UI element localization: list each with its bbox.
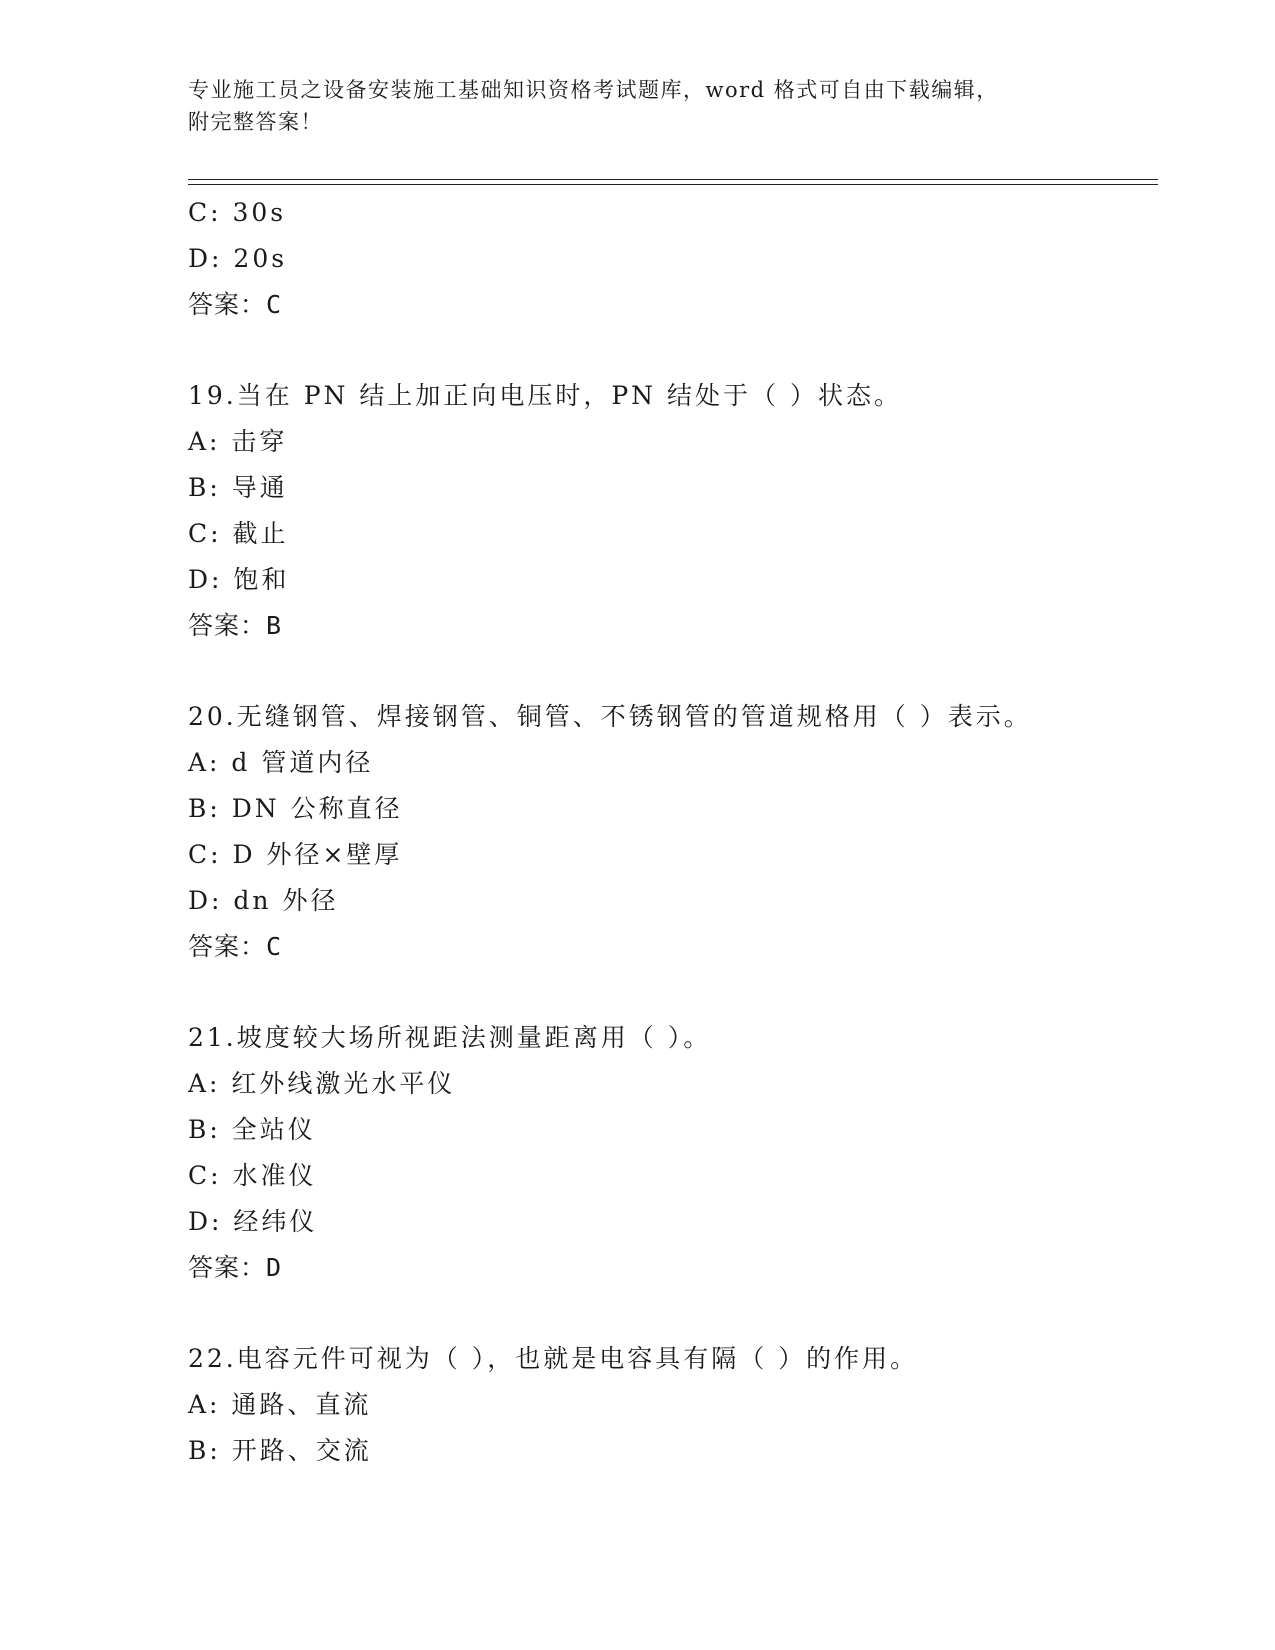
option-d: D: 饱和 [188, 565, 290, 594]
spacer [188, 649, 1168, 694]
spacer [188, 970, 1168, 1015]
question-stem: 21.坡度较大场所视距法测量距离用（ ）。 [188, 1023, 712, 1052]
document-header [188, 74, 1068, 138]
option-b: B: 全站仪 [188, 1115, 316, 1144]
answer-line: 答案：D [188, 1253, 283, 1282]
option-d: D: 20s [188, 244, 288, 273]
question-19 [188, 373, 1168, 649]
option-b: B: 开路、交流 [188, 1436, 372, 1465]
answer-line: 答案：C [188, 290, 283, 319]
answer-line: 答案：C [188, 932, 283, 961]
option-c: C: 截止 [188, 519, 289, 548]
option-b: B: DN 公称直径 [188, 794, 403, 823]
spacer [188, 1291, 1168, 1336]
spacer [188, 328, 1168, 373]
question-21 [188, 1015, 1168, 1291]
option-d: D: 经纬仪 [188, 1207, 318, 1236]
header-rule-bottom [188, 184, 1158, 185]
question-list [188, 190, 1168, 1474]
header-line-1: 专业施工员之设备安装施工基础知识资格考试题库，word 格式可自由下载编辑， [188, 78, 999, 102]
header-line-2: 附完整答案！ [188, 110, 323, 134]
answer-line: 答案：B [188, 611, 283, 640]
header-rule-top [188, 179, 1158, 180]
question-20 [188, 694, 1168, 970]
option-a: A: 击穿 [188, 427, 288, 456]
question-22 [188, 1336, 1168, 1474]
option-a: A: 通路、直流 [188, 1390, 372, 1419]
option-d: D: dn 外径 [188, 886, 339, 915]
option-c: C: 30s [188, 198, 287, 227]
question-stem: 22.电容元件可视为（ ），也就是电容具有隔（ ）的作用。 [188, 1344, 919, 1373]
option-c: C: 水准仪 [188, 1161, 317, 1190]
question-stem: 20.无缝钢管、焊接钢管、铜管、不锈钢管的管道规格用（ ）表示。 [188, 702, 1032, 731]
question-stem: 19.当在 PN 结上加正向电压时，PN 结处于（ ）状态。 [188, 381, 902, 410]
option-a: A: d 管道内径 [188, 748, 374, 777]
option-a: A: 红外线激光水平仪 [188, 1069, 456, 1098]
option-c: C: D 外径×壁厚 [188, 840, 403, 869]
question-18-continuation [188, 190, 1168, 328]
option-b: B: 导通 [188, 473, 288, 502]
